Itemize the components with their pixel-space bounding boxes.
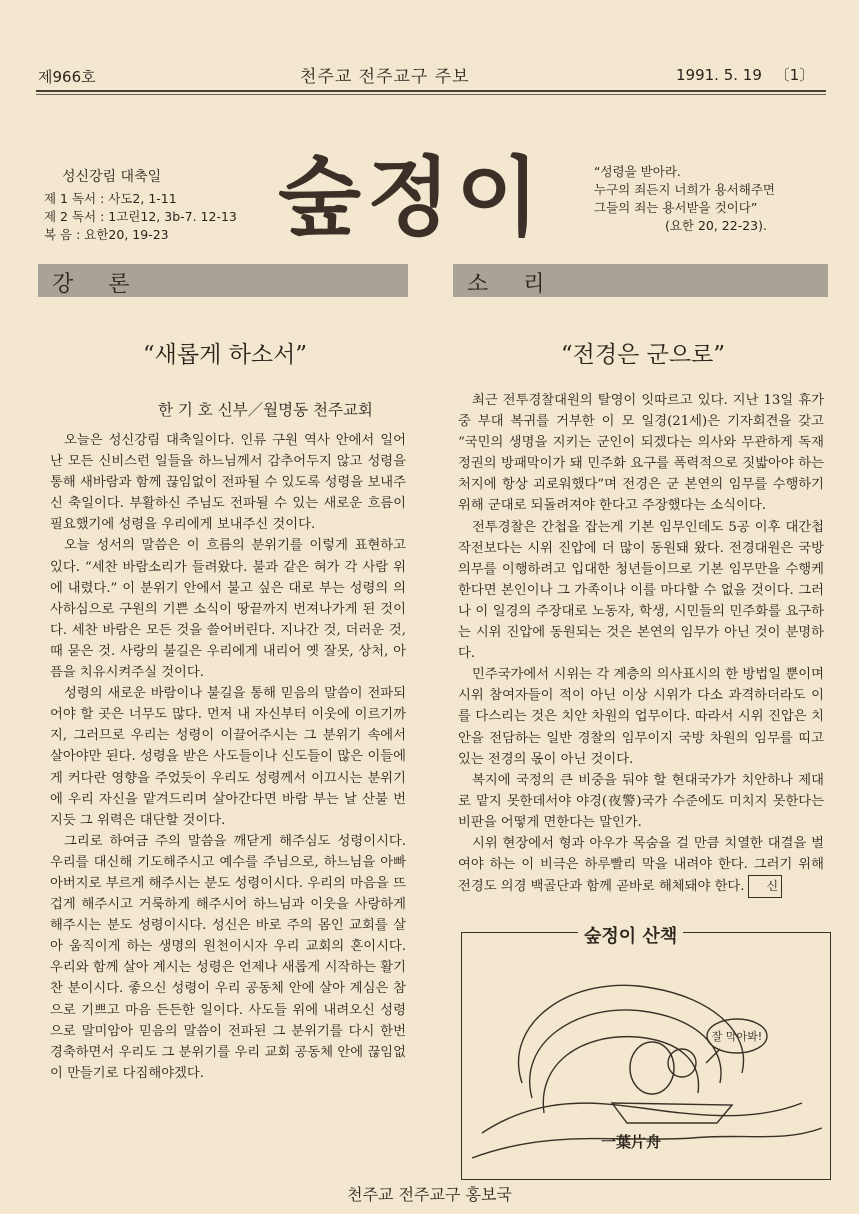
editorial-paragraph: 복지에 국정의 큰 비중을 둬야 할 현대국가가 치안하나 제대로 맡지 못한데서야 야경(夜警)국가 수준에도 미치지 못한다는 비판을 어떻게 면한다는 말인가. [458, 772, 824, 830]
section-band-voice [453, 264, 828, 297]
sermon-paragraph: 그리로 하여금 주의 말씀을 깨닫게 해주심도 성령이시다. 우리를 대신해 기도해주시고 예수를 주님으로, 하느님을 아빠 아버지로 부르게 해주시는 분도 성령이시다. 우리의 마음을 뜨겁게 해주시고 거룩하게 해주시어 하느님과 이웃을 사랑하게 해주시는 분도 성령이시다. 성신은 바로 주의 몸인 교회를 살아 움직이게 하는 생명의 원천이시자 우리 교회의 혼이시다. 우리와 함께 살아 계시는 성령은 언제나 새롭게 시작하는 활기찬 분이시다. 좋으신 성령이 우리 공동체 안에 살아 계심은 참으로 기쁘고 마음 든든한 일이다. 사도들 위에 내려오신 성령으로 말미암아 믿음의 말씀이 전파된 그 분위기를 다시 한번 경축하면서 우리도 그 분위기를 우리 교회 공동체 안에 끊임없이 만들기로 다짐해야겠다. [50, 833, 406, 1081]
readings-block [44, 168, 237, 244]
section-band-sermon [38, 264, 408, 297]
section-label-sermon: 강 론 [52, 272, 144, 297]
cartoon-bubble-text: 잘 막아봐! [711, 1030, 763, 1043]
publication-name: 천주교 전주교구 주보 [300, 67, 470, 87]
editorial-paragraph [458, 833, 824, 898]
reading-1: 제 1 독서 : 사도2, 1-11 [44, 191, 177, 206]
issue-number: 제966호 [38, 68, 96, 86]
feast-name: 성신강림 대축일 [62, 169, 162, 185]
editorial-last-text: 시위 현장에서 형과 아우가 목숨을 걸 만큼 치열한 대결을 벌여야 하는 이 비극은 하루빨리 막을 내려야 한다. 그러기 위해 전경도 의경 백골단과 함께 곧바로 해체돼야 한다. [458, 835, 824, 895]
masthead-quote [594, 163, 775, 235]
sermon-byline: 한 기 호 신부／월명동 천주교회 [158, 401, 373, 419]
wave-line [482, 1103, 802, 1133]
header-rule [36, 90, 826, 92]
quote-line-3: 그들의 죄는 용서받을 것이다” [594, 200, 758, 215]
quote-source: (요한 20, 22-23). [664, 218, 767, 233]
editorial-paragraph: 전투경찰은 간첩을 잡는게 기본 임무인데도 5공 이후 대간첩 작전보다는 시위 진압에 더 많이 동원돼 왔다. 전경대원은 국방의무를 이행하려고 입대한 청년들이므로 기본 임무만을 수행케 한다면 본인이나 그 가족이나 이를 마다할 수 없을 것이다. 그러나 이 일경의 주장대로 노동자, 학생, 시민들의 민주화를 요구하는 시위 진압에 동원되는 것은 본연의 임무가 아닌 것이 분명하다. [458, 519, 824, 662]
sermon-paragraph: 오늘 성서의 말씀은 이 흐름의 분위기를 이렇게 표현하고 있다. “세찬 바람소리가 들려왔다. 불과 같은 혀가 각 사람 위에 내렸다.” 이 분위기 안에서 불고 싶은 대로 부는 성령의 의사하심으로 구원의 기쁜 소식이 땅끝까지 번져나가게 된 것이다. 세찬 바람은 모든 것을 쓸어버린다. 지나간 것, 더러운 것, 때 묻은 것. 사랑의 불길은 우리에게 내리어 옛 잘못, 상처, 아픔을 치유시켜주실 것이다. [50, 538, 406, 681]
sermon-body [50, 430, 406, 1084]
sermon-paragraph: 오늘은 성신강림 대축일이다. 인류 구원 역사 안에서 일어난 모든 신비스런 일들을 하느님께서 감추어두지 않고 성령을 통해 새바람과 함께 끊임없이 전파될 수 있도록 성령을 보내주신 축일이다. 부활하신 주님도 전파될 수 있는 새로운 흐름이 필요했기에 성령을 우리에게 보내주신 것이다. [50, 433, 406, 533]
cartoon-signature: 一葉片舟 [601, 1133, 662, 1151]
section-label-voice: 소 리 [467, 272, 559, 297]
date-text: 1991. 5. 19 [676, 66, 762, 84]
editorial-paragraph: 최근 전투경찰대원의 탈영이 잇따르고 있다. 지난 13일 휴가중 부대 복귀를 거부한 이 모 일경(21세)은 기자회견을 갖고 “국민의 생명을 지키는 군인이 되겠다는 의사와 무관하게 독재정권의 방패막이가 돼 민주화 요구를 폭력적으로 짓밟아야 하는 처지에 항상 괴로워했다”며 전경은 군 본연의 임무를 수행하기 위해 군대로 되돌려져야 한다고 주장했다는 소식이다. [458, 393, 824, 514]
editorial-paragraph: 민주국가에서 시위는 각 계층의 의사표시의 한 방법일 뿐이며 시위 참여자들이 적이 아닌 이상 시위가 다소 과격하더라도 이를 다스리는 것은 치안 차원의 업무이다. 따라서 시위 진압은 치안을 전담하는 일반 경찰의 임무이지 국방 차원의 임무를 띠고 있는 전경의 몫이 아닌 것이다. [458, 667, 824, 767]
footer-publisher: 천주교 전주교구 홍보국 [347, 1185, 512, 1204]
masthead-title: 숲정이 [278, 148, 546, 248]
page-number: 〔1〕 [774, 66, 815, 84]
figure-head [630, 1042, 674, 1094]
reading-gospel: 복 음 : 요한20, 19-23 [44, 227, 169, 242]
header-rule-thin [36, 94, 826, 95]
editorial-end-mark: 신 [748, 875, 782, 898]
quote-line-2: 누구의 죄든지 너희가 용서해주면 [594, 182, 775, 197]
sermon-paragraph: 성령의 새로운 바람이나 불길을 통해 믿음의 말씀이 전파되어야 할 곳은 너무도 많다. 먼저 내 자신부터 이웃에 이르기까지, 그러므로 우리는 성령이 이끌어주시는 그 분위기 속에서 살아야만 된다. 성령을 받은 사도들이나 신도들이 많은 이들에게 커다란 영향을 주었듯이 우리도 성령께서 이끄시는 분위기에 우리 자신을 맡겨드리며 살아간다면 바람 부는 날 산불 번지듯 그 위력은 대단할 것이다. [50, 686, 406, 828]
editorial-body [458, 390, 824, 898]
issue-date [676, 64, 814, 85]
reading-2: 제 2 독서 : 1고린12, 3b-7. 12-13 [44, 209, 237, 224]
sermon-title: “새롭게 하소서” [142, 342, 308, 368]
quote-line-1: “성령을 받아라. [594, 164, 681, 179]
editorial-title: “전경은 군으로” [560, 342, 726, 368]
cartoon-title: 숲정이 산책 [578, 922, 683, 948]
